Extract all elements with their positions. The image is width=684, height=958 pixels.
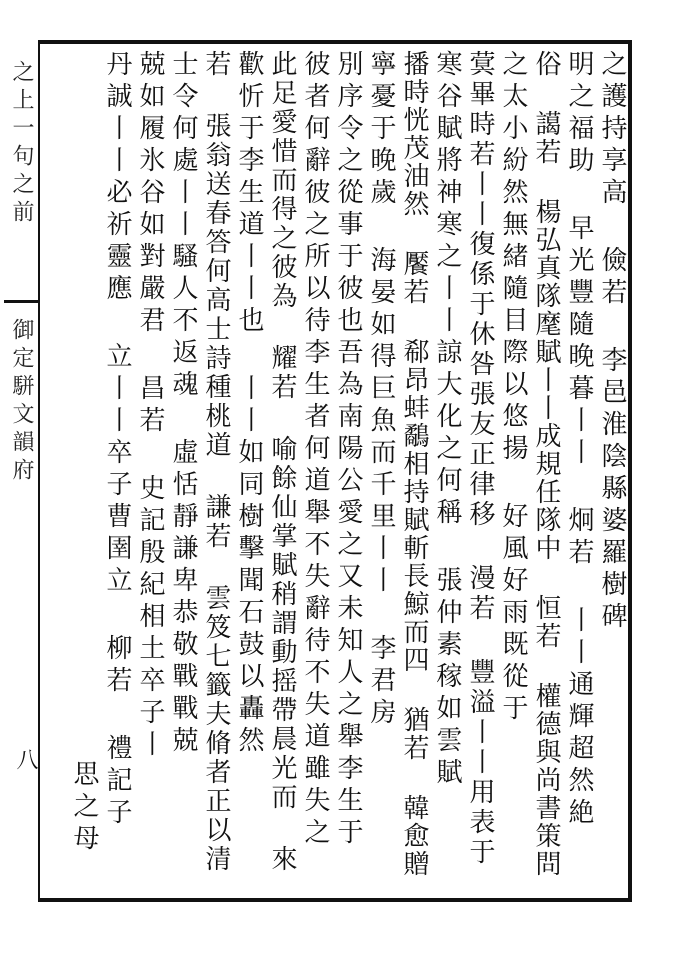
margin-title-lower: 御定駢文韻府	[9, 318, 34, 486]
page-number: 八	[13, 748, 38, 770]
text-column-3: 俗 譪若 楊弘真隊麾賦丨丨成規任隊中 恒若 權德與尚書策問	[531, 50, 561, 878]
right-border	[628, 40, 632, 902]
bottom-border	[38, 898, 632, 902]
text-column-11: 此足愛惜而得之彼為 耀若 喻餘仙掌賦稍謂動摇帶晨光而 來	[267, 50, 297, 874]
text-column-9: 別序令之從事于彼也吾為南陽公愛之又未知人之舉李生于	[333, 50, 363, 850]
text-column-6: 寒谷賦將神寒之丨丨諒大化之何稱 張仲素稼如雲賦	[432, 50, 462, 790]
text-column-15: 兢如履氷谷如對嚴君 昌若 史記殷紀相土卒子丨	[135, 50, 165, 762]
text-column-4: 之太小紛然無緒隨目際以悠揚 好風好雨既從于	[498, 50, 528, 726]
top-border	[38, 40, 632, 44]
text-column-17: 思之母	[69, 760, 99, 856]
text-column-12: 歡忻于李生道丨丨也 丨丨如同樹擊聞石鼓以轟然	[234, 50, 264, 758]
text-column-5: 蓂畢時若丨丨復係于休咎張友正律移 漫若 豐溢丨丨用表于	[465, 50, 495, 868]
text-column-7: 播時恍茂油然 饜若 郗昂蚌鷸相持賦斬長鯨而四 猶若 韓愈贈	[399, 50, 429, 878]
text-column-14: 士令何處丨丨騷人不返魂 虛恬靜謙卑恭敬戰戰兢	[168, 50, 198, 758]
text-column-1: 之護持享高 儉若 李邑淮陰縣婆羅樹碑	[597, 50, 627, 634]
margin-title-upper: 之上一句之前	[9, 60, 34, 228]
gutter-line	[38, 40, 40, 902]
text-column-8: 寧憂于晚歲 海晏如得巨魚而千里丨丨 李君房	[366, 50, 396, 730]
text-column-10: 彼者何辭彼之所以待李生者何道舉不失辭待不失道雖失之	[300, 50, 330, 850]
text-column-16: 丹誠丨丨必祈靈應 立丨丨卒子曹圉立 柳若 禮記子	[102, 50, 132, 830]
text-column-13: 若 張翁送春答何高士詩種桃道 謙若 雲笈七籤夫脩者正以清	[201, 50, 231, 874]
gutter-line-2	[4, 300, 38, 303]
text-column-2: 明之福助 早光豐隨晚暮丨丨 炯若 丨丨通輝超然絶	[564, 50, 594, 830]
